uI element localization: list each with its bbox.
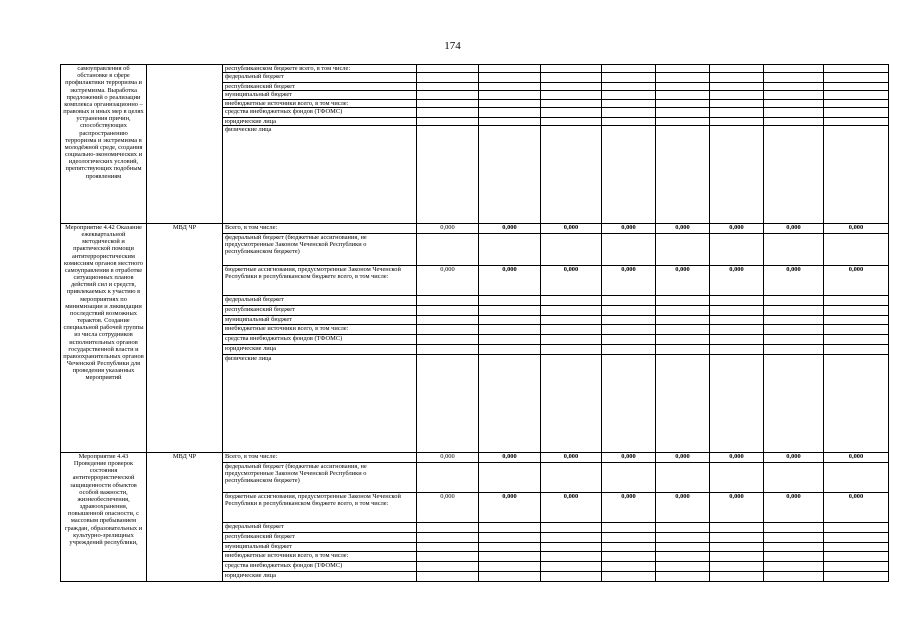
amount-cell: 0,000 — [710, 265, 764, 295]
amount-cell — [824, 125, 889, 223]
amount-cell — [824, 73, 889, 83]
funding-source-cell: федеральный бюджет — [223, 73, 417, 83]
amount-cell — [417, 315, 479, 324]
amount-cell — [479, 73, 541, 83]
amount-cell — [824, 334, 889, 344]
amount-cell — [479, 99, 541, 107]
amount-cell — [710, 65, 764, 73]
amount-cell — [656, 334, 710, 344]
amount-cell — [417, 107, 479, 117]
amount-cell — [602, 532, 656, 542]
amount-cell — [656, 117, 710, 125]
amount-cell — [417, 344, 479, 354]
amount-cell — [656, 83, 710, 91]
amount-cell — [824, 295, 889, 305]
amount-cell — [824, 324, 889, 334]
amount-cell: 0,000 — [656, 492, 710, 522]
amount-cell — [602, 334, 656, 344]
funding-source-cell: федеральный бюджет — [223, 295, 417, 305]
amount-cell — [417, 65, 479, 73]
amount-cell — [656, 532, 710, 542]
measure-title-cell: самоуправления об обстановке в сфере профилактики терроризма и экстремизма. Выработка предложений о реализации комплекса организационно – правовых и иных мер в целях устранения причин, способствующих распространению терроризма и экстремизма в молодёжной среде, создания социально-экономических и идеологических условий, препятствующих подобным проявлениям — [61, 65, 147, 224]
amount-cell — [602, 542, 656, 551]
amount-cell — [824, 91, 889, 99]
amount-cell — [479, 65, 541, 73]
amount-cell — [656, 295, 710, 305]
amount-cell: 0,000 — [602, 452, 656, 462]
amount-cell — [824, 65, 889, 73]
amount-cell — [656, 65, 710, 73]
amount-cell — [602, 65, 656, 73]
amount-cell — [764, 295, 824, 305]
amount-cell — [479, 233, 541, 265]
amount-cell: 0,000 — [764, 223, 824, 233]
amount-cell — [541, 117, 602, 125]
funding-source-cell: республиканском бюджете всего, в том числе: — [223, 65, 417, 73]
amount-cell — [764, 542, 824, 551]
funding-source-cell: Всего, в том числе: — [223, 223, 417, 233]
amount-cell — [764, 107, 824, 117]
amount-cell — [656, 91, 710, 99]
amount-cell — [417, 354, 479, 452]
amount-cell — [602, 233, 656, 265]
executor-cell: МВД ЧР — [147, 452, 223, 581]
amount-cell: 0,000 — [602, 265, 656, 295]
amount-cell — [417, 324, 479, 334]
amount-cell: 0,000 — [710, 223, 764, 233]
amount-cell — [824, 117, 889, 125]
amount-cell — [710, 107, 764, 117]
amount-cell — [541, 107, 602, 117]
amount-cell — [479, 571, 541, 581]
amount-cell — [710, 551, 764, 561]
amount-cell: 0,000 — [417, 223, 479, 233]
amount-cell — [710, 295, 764, 305]
amount-cell — [656, 99, 710, 107]
amount-cell — [710, 542, 764, 551]
amount-cell — [417, 295, 479, 305]
funding-source-cell: муниципальный бюджет — [223, 91, 417, 99]
amount-cell — [656, 107, 710, 117]
funding-source-cell: федеральный бюджет (бюджетные ассигнования, не предусмотренные Законом Чеченской Республики о республиканском бюджете) — [223, 462, 417, 492]
amount-cell: 0,000 — [764, 265, 824, 295]
amount-cell — [710, 73, 764, 83]
amount-cell — [541, 99, 602, 107]
amount-cell — [541, 83, 602, 91]
amount-cell — [824, 532, 889, 542]
amount-cell: 0,000 — [479, 265, 541, 295]
amount-cell — [764, 571, 824, 581]
amount-cell — [764, 324, 824, 334]
amount-cell — [764, 65, 824, 73]
amount-cell — [710, 462, 764, 492]
amount-cell: 0,000 — [541, 492, 602, 522]
amount-cell — [602, 117, 656, 125]
amount-cell — [824, 522, 889, 532]
amount-cell — [479, 91, 541, 99]
amount-cell: 0,000 — [824, 265, 889, 295]
amount-cell — [602, 324, 656, 334]
amount-cell — [479, 532, 541, 542]
amount-cell — [417, 91, 479, 99]
amount-cell — [710, 324, 764, 334]
amount-cell — [824, 99, 889, 107]
amount-cell — [541, 233, 602, 265]
amount-cell — [417, 233, 479, 265]
amount-cell — [764, 305, 824, 315]
amount-cell: 0,000 — [656, 452, 710, 462]
amount-cell — [656, 315, 710, 324]
amount-cell — [602, 522, 656, 532]
amount-cell — [824, 233, 889, 265]
amount-cell — [541, 324, 602, 334]
amount-cell — [764, 532, 824, 542]
amount-cell — [479, 551, 541, 561]
amount-cell: 0,000 — [479, 492, 541, 522]
funding-source-cell: федеральный бюджет (бюджетные ассигнования, не предусмотренные Законом Чеченской Республики о республиканском бюджете) — [223, 233, 417, 265]
amount-cell — [479, 344, 541, 354]
amount-cell — [541, 73, 602, 83]
amount-cell — [479, 522, 541, 532]
amount-cell — [764, 83, 824, 91]
amount-cell — [656, 551, 710, 561]
amount-cell — [824, 83, 889, 91]
amount-cell — [602, 83, 656, 91]
amount-cell — [541, 91, 602, 99]
amount-cell — [824, 107, 889, 117]
amount-cell — [710, 99, 764, 107]
amount-cell — [764, 561, 824, 571]
amount-cell — [541, 561, 602, 571]
amount-cell — [541, 344, 602, 354]
amount-cell: 0,000 — [710, 492, 764, 522]
amount-cell — [764, 117, 824, 125]
amount-cell — [479, 354, 541, 452]
amount-cell — [824, 571, 889, 581]
amount-cell — [479, 107, 541, 117]
amount-cell — [710, 117, 764, 125]
amount-cell — [602, 344, 656, 354]
funding-source-cell: юридические лица — [223, 571, 417, 581]
amount-cell — [824, 354, 889, 452]
amount-cell — [824, 305, 889, 315]
funding-source-cell: внебюджетные источники всего, в том числе: — [223, 99, 417, 107]
amount-cell — [710, 532, 764, 542]
funding-source-cell: юридические лица — [223, 344, 417, 354]
funding-source-cell: средства внебюджетных фондов (ТФОМС) — [223, 561, 417, 571]
amount-cell: 0,000 — [602, 223, 656, 233]
amount-cell — [710, 91, 764, 99]
amount-cell — [479, 462, 541, 492]
amount-cell — [824, 542, 889, 551]
amount-cell — [764, 91, 824, 99]
amount-cell — [602, 561, 656, 571]
amount-cell: 0,000 — [656, 223, 710, 233]
amount-cell — [656, 73, 710, 83]
amount-cell — [479, 295, 541, 305]
funding-source-cell: Всего, в том числе: — [223, 452, 417, 462]
amount-cell — [710, 354, 764, 452]
amount-cell — [417, 83, 479, 91]
budget-table — [60, 64, 889, 582]
amount-cell — [417, 305, 479, 315]
amount-cell — [541, 334, 602, 344]
amount-cell — [417, 117, 479, 125]
amount-cell — [417, 334, 479, 344]
amount-cell — [479, 542, 541, 551]
amount-cell — [417, 99, 479, 107]
amount-cell — [764, 99, 824, 107]
amount-cell — [602, 295, 656, 305]
amount-cell — [417, 462, 479, 492]
amount-cell — [602, 107, 656, 117]
amount-cell — [824, 561, 889, 571]
amount-cell — [541, 354, 602, 452]
amount-cell — [656, 233, 710, 265]
funding-source-cell: физические лица — [223, 125, 417, 223]
table-row — [61, 65, 889, 73]
amount-cell — [479, 305, 541, 315]
measure-title-cell: Мероприятие 4.42 Оказание ежеквартальной методической и практической помощи антитеррористическим комиссиям органов местного самоуправления в отработке ситуационных планов действий сил и средств, привлекаемых к участию в мероприятиях по минимизации и ликвидации последствий возможных терактов. Создание специальной рабочей группы из числа сотрудников исполнительных органов государственной власти и правоохранительных органов Чеченской Республики для проведения указанных мероприятий — [61, 223, 147, 452]
amount-cell — [656, 354, 710, 452]
amount-cell — [656, 305, 710, 315]
amount-cell — [417, 571, 479, 581]
amount-cell — [602, 462, 656, 492]
amount-cell — [417, 522, 479, 532]
funding-source-cell: бюджетные ассигнования, предусмотренные Законом Чеченской Республики в республиканском бюджете всего, в том числе: — [223, 265, 417, 295]
amount-cell — [602, 125, 656, 223]
amount-cell: 0,000 — [417, 452, 479, 462]
amount-cell — [764, 462, 824, 492]
measure-title-cell: Мероприятие 4.43 Проведение проверок состояния антитеррористической защищенности объектов особой важности, жизнеобеспечения, здравоохранения, повышенной опасности, с массовым пребыванием граждан, образовательных и культурно-зрелищных учреждений республики, — [61, 452, 147, 581]
amount-cell — [764, 233, 824, 265]
amount-cell — [602, 354, 656, 452]
amount-cell — [710, 315, 764, 324]
funding-source-cell: внебюджетные источники всего, в том числе: — [223, 324, 417, 334]
amount-cell — [602, 571, 656, 581]
table-row — [61, 223, 889, 233]
amount-cell — [656, 324, 710, 334]
amount-cell — [602, 315, 656, 324]
amount-cell — [710, 125, 764, 223]
amount-cell — [602, 551, 656, 561]
amount-cell: 0,000 — [764, 452, 824, 462]
amount-cell — [656, 125, 710, 223]
amount-cell — [656, 522, 710, 532]
amount-cell — [656, 561, 710, 571]
amount-cell — [602, 91, 656, 99]
amount-cell — [417, 125, 479, 223]
amount-cell — [541, 571, 602, 581]
amount-cell: 0,000 — [824, 492, 889, 522]
amount-cell — [479, 117, 541, 125]
amount-cell — [764, 522, 824, 532]
amount-cell: 0,000 — [479, 452, 541, 462]
amount-cell — [417, 542, 479, 551]
funding-source-cell: средства внебюджетных фондов (ТФОМС) — [223, 334, 417, 344]
amount-cell — [417, 73, 479, 83]
amount-cell — [417, 532, 479, 542]
amount-cell — [764, 73, 824, 83]
funding-source-cell: федеральный бюджет — [223, 522, 417, 532]
funding-source-cell: республиканский бюджет — [223, 532, 417, 542]
amount-cell — [824, 344, 889, 354]
amount-cell: 0,000 — [764, 492, 824, 522]
amount-cell — [710, 344, 764, 354]
amount-cell — [479, 125, 541, 223]
amount-cell — [764, 125, 824, 223]
amount-cell: 0,000 — [541, 452, 602, 462]
amount-cell: 0,000 — [824, 452, 889, 462]
amount-cell — [417, 551, 479, 561]
amount-cell — [656, 344, 710, 354]
amount-cell: 0,000 — [541, 265, 602, 295]
table-row — [61, 452, 889, 462]
amount-cell — [541, 295, 602, 305]
amount-cell — [710, 522, 764, 532]
funding-source-cell: юридические лица — [223, 117, 417, 125]
amount-cell — [710, 561, 764, 571]
amount-cell: 0,000 — [656, 265, 710, 295]
amount-cell — [602, 305, 656, 315]
executor-cell: МВД ЧР — [147, 223, 223, 452]
amount-cell — [710, 571, 764, 581]
amount-cell — [541, 125, 602, 223]
amount-cell — [541, 551, 602, 561]
executor-cell — [147, 65, 223, 224]
amount-cell — [710, 83, 764, 91]
amount-cell: 0,000 — [824, 223, 889, 233]
amount-cell — [479, 334, 541, 344]
amount-cell — [602, 99, 656, 107]
amount-cell — [479, 561, 541, 571]
amount-cell: 0,000 — [541, 223, 602, 233]
amount-cell — [764, 315, 824, 324]
amount-cell: 0,000 — [417, 492, 479, 522]
amount-cell — [656, 571, 710, 581]
amount-cell — [710, 334, 764, 344]
amount-cell — [656, 542, 710, 551]
funding-source-cell: муниципальный бюджет — [223, 542, 417, 551]
funding-source-cell: бюджетные ассигнования, предусмотренные Законом Чеченской Республики в республиканском бюджете всего, в том числе: — [223, 492, 417, 522]
funding-source-cell: республиканский бюджет — [223, 305, 417, 315]
amount-cell — [656, 462, 710, 492]
amount-cell: 0,000 — [417, 265, 479, 295]
funding-source-cell: муниципальный бюджет — [223, 315, 417, 324]
amount-cell — [710, 233, 764, 265]
amount-cell — [541, 315, 602, 324]
amount-cell — [764, 354, 824, 452]
amount-cell — [479, 315, 541, 324]
amount-cell: 0,000 — [479, 223, 541, 233]
funding-source-cell: средства внебюджетных фондов (ТФОМС) — [223, 107, 417, 117]
amount-cell — [824, 462, 889, 492]
amount-cell — [764, 344, 824, 354]
page-number: 174 — [444, 40, 461, 52]
amount-cell — [541, 462, 602, 492]
amount-cell — [541, 522, 602, 532]
amount-cell — [602, 73, 656, 83]
amount-cell — [479, 83, 541, 91]
amount-cell — [824, 551, 889, 561]
amount-cell — [710, 305, 764, 315]
funding-source-cell: республиканский бюджет — [223, 83, 417, 91]
amount-cell — [417, 561, 479, 571]
amount-cell — [541, 65, 602, 73]
funding-source-cell: физические лица — [223, 354, 417, 452]
amount-cell: 0,000 — [710, 452, 764, 462]
amount-cell — [764, 551, 824, 561]
amount-cell — [541, 542, 602, 551]
amount-cell — [541, 305, 602, 315]
amount-cell — [824, 315, 889, 324]
amount-cell — [479, 324, 541, 334]
amount-cell — [764, 334, 824, 344]
amount-cell — [541, 532, 602, 542]
funding-source-cell: внебюджетные источники всего, в том числе: — [223, 551, 417, 561]
amount-cell: 0,000 — [602, 492, 656, 522]
